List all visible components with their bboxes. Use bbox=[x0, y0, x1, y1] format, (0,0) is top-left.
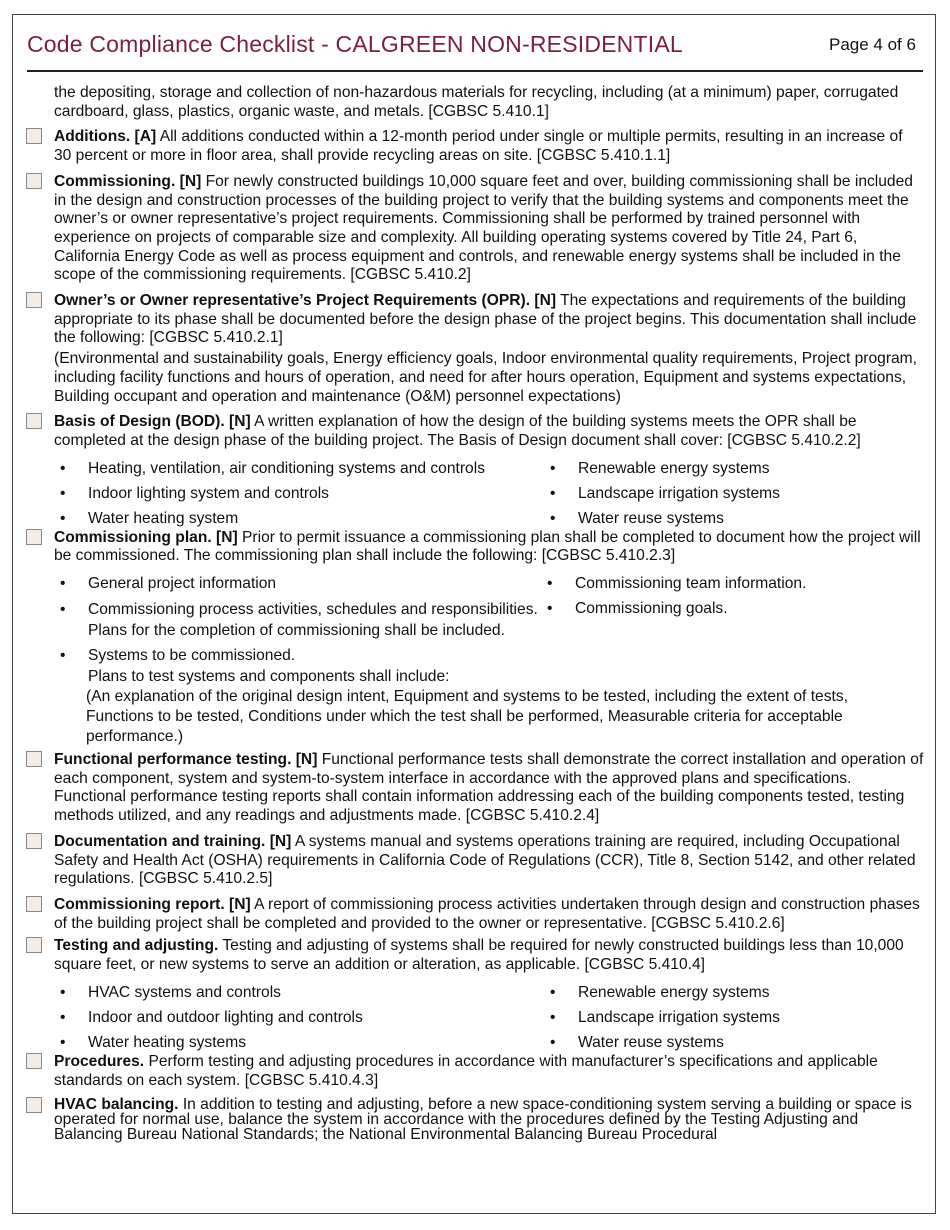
checklist-item-commissioning bbox=[26, 173, 924, 285]
checklist-item-commissioning-plan bbox=[26, 529, 924, 566]
item-term: Documentation and training. [N] bbox=[54, 832, 292, 850]
checkbox-documentation-training[interactable] bbox=[26, 833, 42, 849]
checkbox-functional-testing[interactable] bbox=[26, 751, 42, 767]
item-subtext: (Environmental and sustainability goals, Energy efficiency goals, Indoor environmental quality requirements, Project program, including facility functions and hours of operation, and need for after hours operation, Equipment and systems expectations, Building occupant and operation and maintenance (O&M) personnel expectations) bbox=[54, 350, 918, 405]
item-term: Commissioning plan. [N] bbox=[54, 528, 238, 546]
checklist-content bbox=[26, 84, 924, 1149]
list-item: • Commissioning goals. bbox=[547, 600, 924, 619]
plan-bullet-list bbox=[60, 575, 924, 666]
checklist-item-hvac-balancing bbox=[26, 1097, 924, 1142]
list-item: • Water heating system bbox=[60, 510, 550, 529]
checklist-item-opr bbox=[26, 292, 924, 406]
list-item: • Commissioning team information. bbox=[547, 575, 924, 594]
item-term: Functional performance testing. [N] bbox=[54, 751, 318, 769]
checkbox-commissioning[interactable] bbox=[26, 173, 42, 189]
page-number: Page 4 of 6 bbox=[829, 35, 916, 54]
list-item: • Commissioning process activities, schedules and responsibilities. Plans for the completion of commissioning shall be included. bbox=[60, 600, 547, 641]
checklist-item-functional-testing bbox=[26, 751, 924, 826]
checklist-item-commissioning-report bbox=[26, 896, 924, 933]
checklist-item-procedures bbox=[26, 1053, 924, 1090]
list-item: • General project information bbox=[60, 575, 547, 594]
plans-line: Plans to test systems and components shall include: bbox=[88, 668, 450, 686]
item-term: Procedures. bbox=[54, 1052, 145, 1070]
checklist-item-documentation-training bbox=[26, 833, 924, 889]
list-item: • Heating, ventilation, air conditioning systems and controls bbox=[60, 460, 550, 479]
item-term: HVAC balancing. bbox=[54, 1096, 179, 1114]
testing-bullet-list bbox=[60, 984, 924, 1059]
header-divider bbox=[27, 70, 923, 72]
item-text: All additions conducted within a 12-month period under single or multiple permits, resulting in an increase of 30 percent or more in floor area, shall provide recycling areas on site. [CGBSC 5.410.1.1] bbox=[54, 128, 903, 165]
list-item: • Water reuse systems bbox=[550, 510, 924, 529]
checkbox-procedures[interactable] bbox=[26, 1053, 42, 1069]
checklist-item-bod bbox=[26, 413, 924, 450]
list-item: • Landscape irrigation systems bbox=[550, 485, 924, 504]
checkbox-bod[interactable] bbox=[26, 413, 42, 429]
list-item: • Water heating systems bbox=[60, 1034, 550, 1053]
list-item: • HVAC systems and controls bbox=[60, 984, 550, 1003]
checkbox-commissioning-plan[interactable] bbox=[26, 529, 42, 545]
item-text: In addition to testing and adjusting, before a new space-conditioning system serving a building or space is operated for normal use, balance the system in accordance with the procedures defined by the Testing Adjusting and Balancing Bureau National Standards; the National Environmental Balancing Bureau Procedural bbox=[54, 1096, 912, 1144]
page-title: Code Compliance Checklist - CALGREEN NON-RESIDENTIAL bbox=[27, 31, 683, 57]
checkbox-opr[interactable] bbox=[26, 292, 42, 308]
list-item: • Renewable energy systems bbox=[550, 984, 924, 1003]
item-text: Prior to permit issuance a commissioning plan shall be completed to document how the project will be commissioned. The commissioning plan shall include the following: [CGBSC 5.410.2.3] bbox=[54, 528, 921, 565]
item-term: Commissioning. [N] bbox=[54, 172, 202, 190]
item-term: Testing and adjusting. bbox=[54, 937, 219, 955]
item-text: Functional performance tests shall demonstrate the correct installation and operation of each component, system and system-to-system interface in accordance with the approved plans and specifications. Functional performance testing reports shall contain information addressing each of the building components tested, testing methods utilized, and any readings and adjustments made. [CGBSC 5.410.2.4] bbox=[54, 751, 924, 825]
checkbox-additions[interactable] bbox=[26, 128, 42, 144]
checklist-item-testing-adjusting bbox=[26, 937, 924, 974]
list-item: • Landscape irrigation systems bbox=[550, 1009, 924, 1028]
item-text: The expectations and requirements of the building appropriate to its phase shall be documented before the design phase of the project begins. This documentation shall include the following: [CGBSC 5.410.2.1] bbox=[54, 292, 917, 347]
item-term: Basis of Design (BOD). [N] bbox=[54, 413, 251, 431]
plan-note bbox=[88, 667, 888, 747]
checkbox-testing-adjusting[interactable] bbox=[26, 937, 42, 953]
item-text: A systems manual and systems operations training are required, including Occupational Safety and Health Act (OSHA) requirements in California Code of Regulations (CCR), Title 8, Section 5142, and other related regulations. [CGBSC 5.410.2.5] bbox=[54, 832, 916, 888]
list-item: • Indoor lighting system and controls bbox=[60, 485, 550, 504]
list-item bbox=[60, 647, 547, 666]
list-item: • Indoor and outdoor lighting and controls bbox=[60, 1009, 550, 1028]
item-term: Commissioning report. [N] bbox=[54, 895, 251, 913]
list-item: • Water reuse systems bbox=[550, 1034, 924, 1053]
bod-bullet-list bbox=[60, 460, 924, 535]
item-term: Additions. [A] bbox=[54, 128, 157, 146]
intro-paragraph: the depositing, storage and collection of non-hazardous materials for recycling, including (at a minimum) paper, corrugated cardboard, glass, plastics, organic waste, and metals. [CGBSC 5.410.1] bbox=[54, 84, 899, 120]
systems-commissioned: Systems to be commissioned. bbox=[88, 647, 296, 665]
list-item: • Renewable energy systems bbox=[550, 460, 924, 479]
item-text: Perform testing and adjusting procedures in accordance with manufacturer’s specifications and applicable standards on each system. [CGBSC 5.410.4.3] bbox=[54, 1052, 878, 1089]
item-text: A report of commissioning process activities undertaken through design and construction phases of the building project shall be completed and provided to the owner or representative. [CGBSC 5.410.2.6] bbox=[54, 895, 920, 932]
checkbox-commissioning-report[interactable] bbox=[26, 896, 42, 912]
checkbox-hvac-balancing[interactable] bbox=[26, 1097, 42, 1113]
plans-detail: (An explanation of the original design intent, Equipment and systems to be tested, including the extent of tests, Functions to be tested, Conditions under which the test shall be performed, Measurable criteria for acceptable performance.) bbox=[86, 688, 848, 746]
item-text: A written explanation of how the design of the building systems meets the OPR shall be completed at the design phase of the building project. The Basis of Design document shall cover: [CGBSC 5.410.2.2] bbox=[54, 413, 861, 449]
item-text: For newly constructed buildings 10,000 square feet and over, building commissioning shall be included in the design and construction processes of the building project to verify that the building systems and components meet the owner’s or owner representative’s project requirements. Commissioning shall be performed by trained personnel with experience on projects of comparable size and complexity. All building operating systems covered by Title 24, Part 6, California Energy Code as well as process equipment and controls, and renewable energy systems shall be included in the scope of the commissioning requirements. [CGBSC 5.410.2] bbox=[54, 172, 913, 284]
checklist-item-additions bbox=[26, 128, 924, 165]
item-text: Testing and adjusting of systems shall be required for newly constructed buildings less than 10,000 square feet, or new systems to serve an addition or alteration, as applicable. [CGBSC 5.410.4] bbox=[54, 937, 904, 974]
item-term: Owner’s or Owner representative’s Project Requirements (OPR). [N] bbox=[54, 292, 557, 310]
